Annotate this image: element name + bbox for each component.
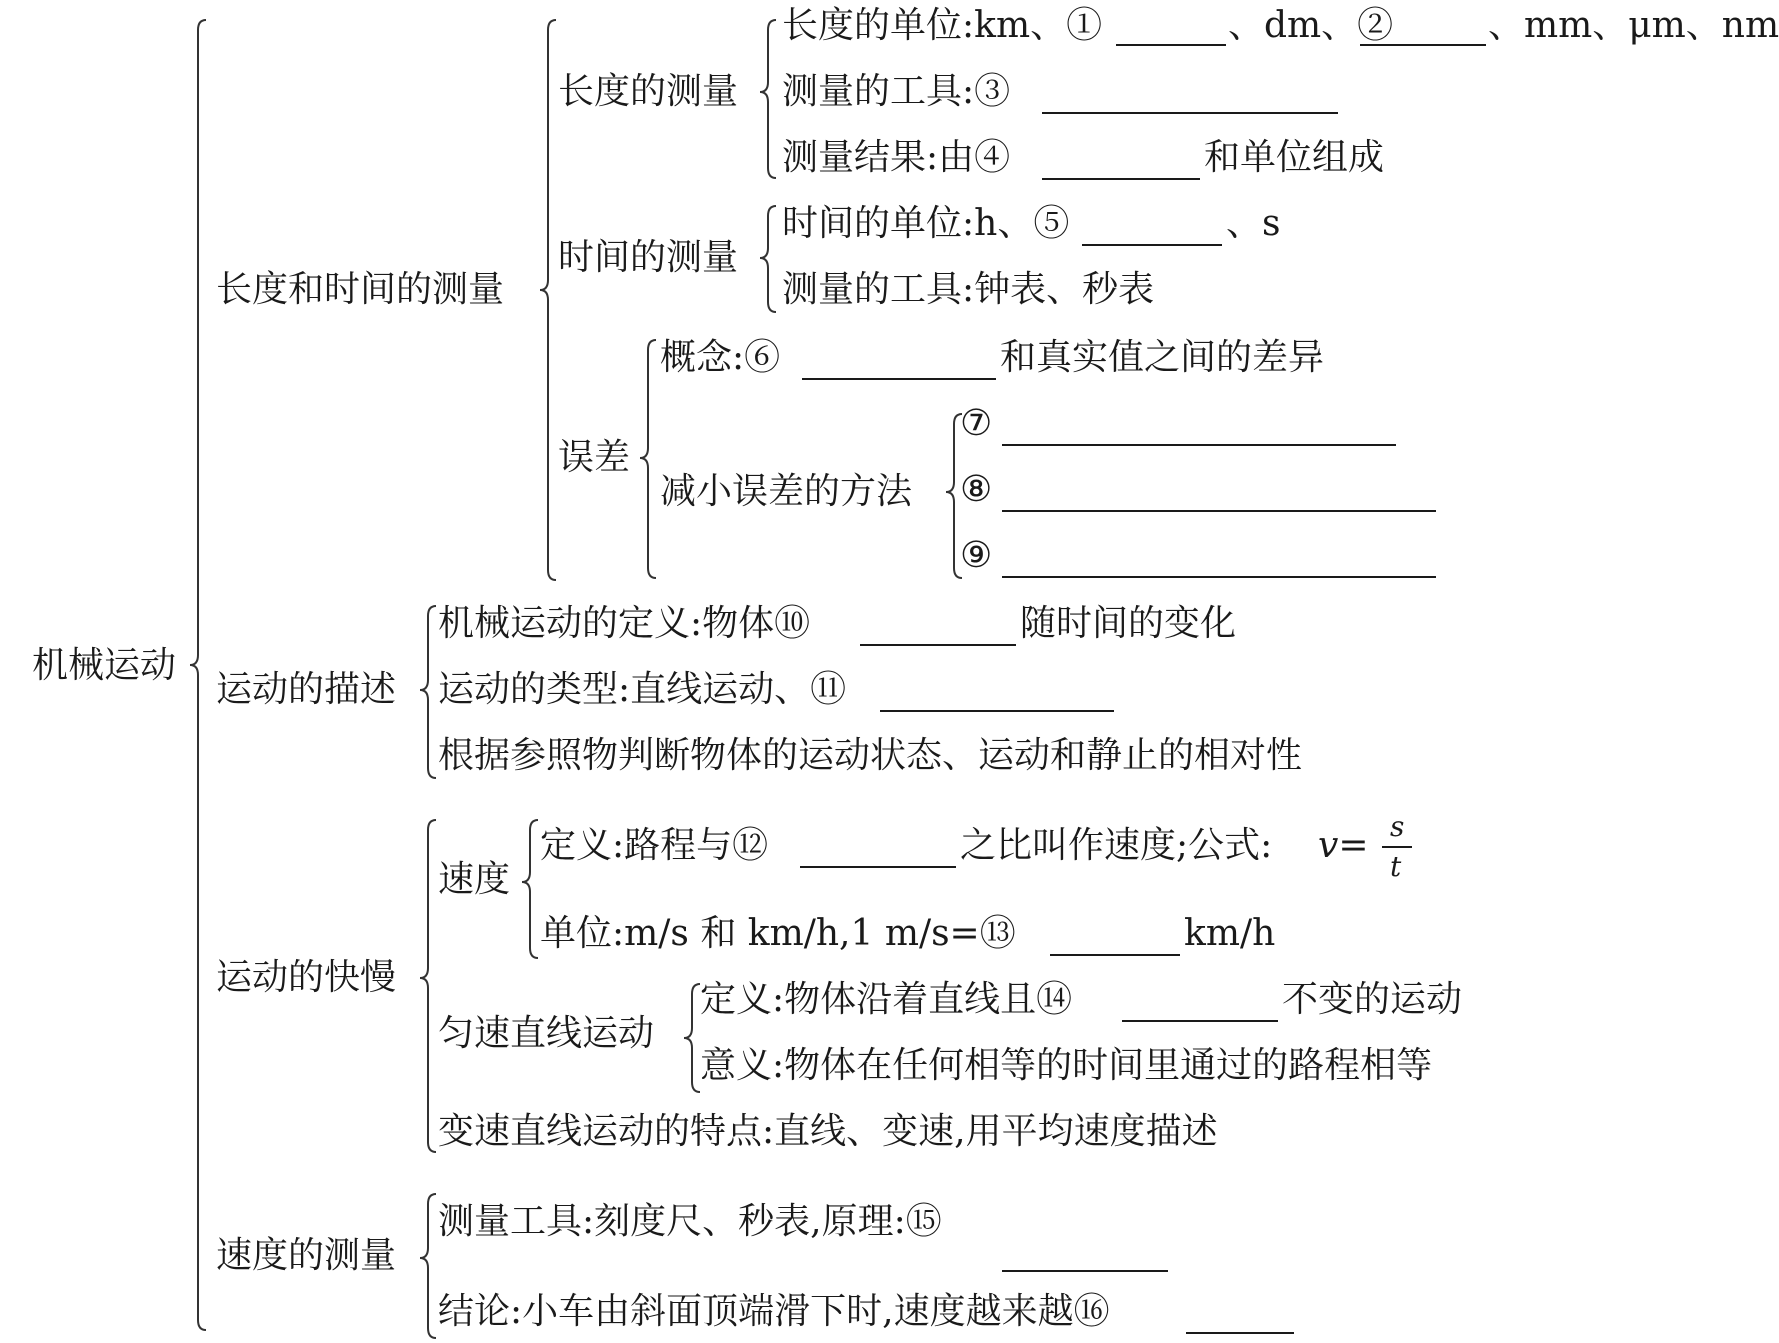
length-time-bracket: [540, 20, 556, 580]
velocity-formula-bar: [1382, 846, 1412, 848]
blank-12[interactable]: [800, 866, 956, 868]
blank-16[interactable]: [1186, 1332, 1294, 1334]
time-measure-node: 时间的测量: [558, 237, 739, 278]
time-tool: 测量的工具:钟表、秒表: [782, 269, 1155, 310]
marker-9: ⑨: [960, 535, 993, 576]
length-unit-prefix: 长度的单位:km、①: [782, 5, 1103, 46]
error-bracket: [640, 340, 656, 578]
description-def-prefix: 机械运动的定义:物体⑩: [438, 603, 811, 644]
reduce-error-node: 减小误差的方法: [660, 471, 913, 512]
measure-speed-conclusion: 结论:小车由斜面顶端滑下时,速度越来越⑯: [438, 1291, 1110, 1332]
length-measure-node: 长度的测量: [558, 71, 739, 112]
error-concept-suffix: 和真实值之间的差异: [1000, 337, 1325, 378]
blank-2[interactable]: [1360, 44, 1486, 46]
velocity-node: 速度: [438, 859, 511, 900]
marker-7: ⑦: [960, 403, 993, 444]
velocity-unit-suffix: km/h: [1184, 913, 1276, 954]
measure-speed-bracket: [420, 1194, 436, 1338]
blank-4[interactable]: [1042, 178, 1200, 180]
time-unit-prefix: 时间的单位:h、⑤: [782, 203, 1070, 244]
length-unit-suffix: 、mm、μm、nm: [1488, 5, 1779, 46]
blank-1[interactable]: [1116, 44, 1226, 46]
description-type-prefix: 运动的类型:直线运动、⑪: [438, 669, 847, 710]
speed-bracket: [420, 820, 436, 1152]
blank-5[interactable]: [1082, 244, 1222, 246]
blank-6[interactable]: [802, 378, 996, 380]
blank-11[interactable]: [880, 710, 1114, 712]
blank-13[interactable]: [1050, 954, 1180, 956]
uniform-def-suffix: 不变的运动: [1282, 979, 1463, 1020]
length-unit-mid: 、dm、②: [1228, 5, 1394, 46]
root-node: 机械运动: [32, 645, 177, 686]
blank-10[interactable]: [860, 644, 1016, 646]
velocity-def-suffix: 之比叫作速度;公式:: [960, 825, 1273, 866]
length-time-node: 长度和时间的测量: [216, 269, 505, 310]
length-bracket: [760, 20, 776, 178]
blank-3[interactable]: [1042, 112, 1338, 114]
velocity-formula-numerator: s: [1390, 810, 1405, 843]
description-bracket: [420, 606, 436, 778]
uniform-bracket: [684, 984, 700, 1092]
marker-8: ⑧: [960, 469, 993, 510]
length-result-suffix: 和单位组成: [1204, 137, 1385, 178]
speed-node: 运动的快慢: [216, 957, 397, 998]
blank-9[interactable]: [1002, 576, 1436, 578]
uniform-meaning: 意义:物体在任何相等的时间里通过的路程相等: [700, 1045, 1433, 1086]
velocity-unit-prefix: 单位:m/s 和 km/h,1 m/s=⑬: [540, 913, 1016, 954]
blank-8[interactable]: [1002, 510, 1436, 512]
time-unit-suffix: 、s: [1226, 203, 1281, 244]
length-tool-prefix: 测量的工具:③: [782, 71, 1011, 112]
error-concept-prefix: 概念:⑥: [660, 337, 781, 378]
time-bracket: [760, 206, 776, 312]
description-relativity: 根据参照物判断物体的运动状态、运动和静止的相对性: [438, 735, 1303, 776]
variable-motion: 变速直线运动的特点:直线、变速,用平均速度描述: [438, 1111, 1218, 1152]
velocity-def-prefix: 定义:路程与⑫: [540, 825, 769, 866]
measure-speed-node: 速度的测量: [216, 1235, 397, 1276]
measure-speed-tools: 测量工具:刻度尺、秒表,原理:⑮: [438, 1201, 942, 1242]
velocity-bracket: [522, 820, 538, 958]
description-def-suffix: 随时间的变化: [1020, 603, 1237, 644]
description-node: 运动的描述: [216, 669, 397, 710]
blank-14[interactable]: [1122, 1020, 1278, 1022]
velocity-formula-lhs: v=: [1318, 825, 1369, 866]
blank-15[interactable]: [1002, 1270, 1168, 1272]
uniform-def-prefix: 定义:物体沿着直线且⑭: [700, 979, 1073, 1020]
root-bracket: [190, 20, 206, 1330]
uniform-node: 匀速直线运动: [438, 1013, 655, 1054]
blank-7[interactable]: [1002, 444, 1396, 446]
error-node: 误差: [558, 437, 631, 478]
velocity-formula-denominator: t: [1390, 850, 1402, 883]
length-result-prefix: 测量结果:由④: [782, 137, 1011, 178]
